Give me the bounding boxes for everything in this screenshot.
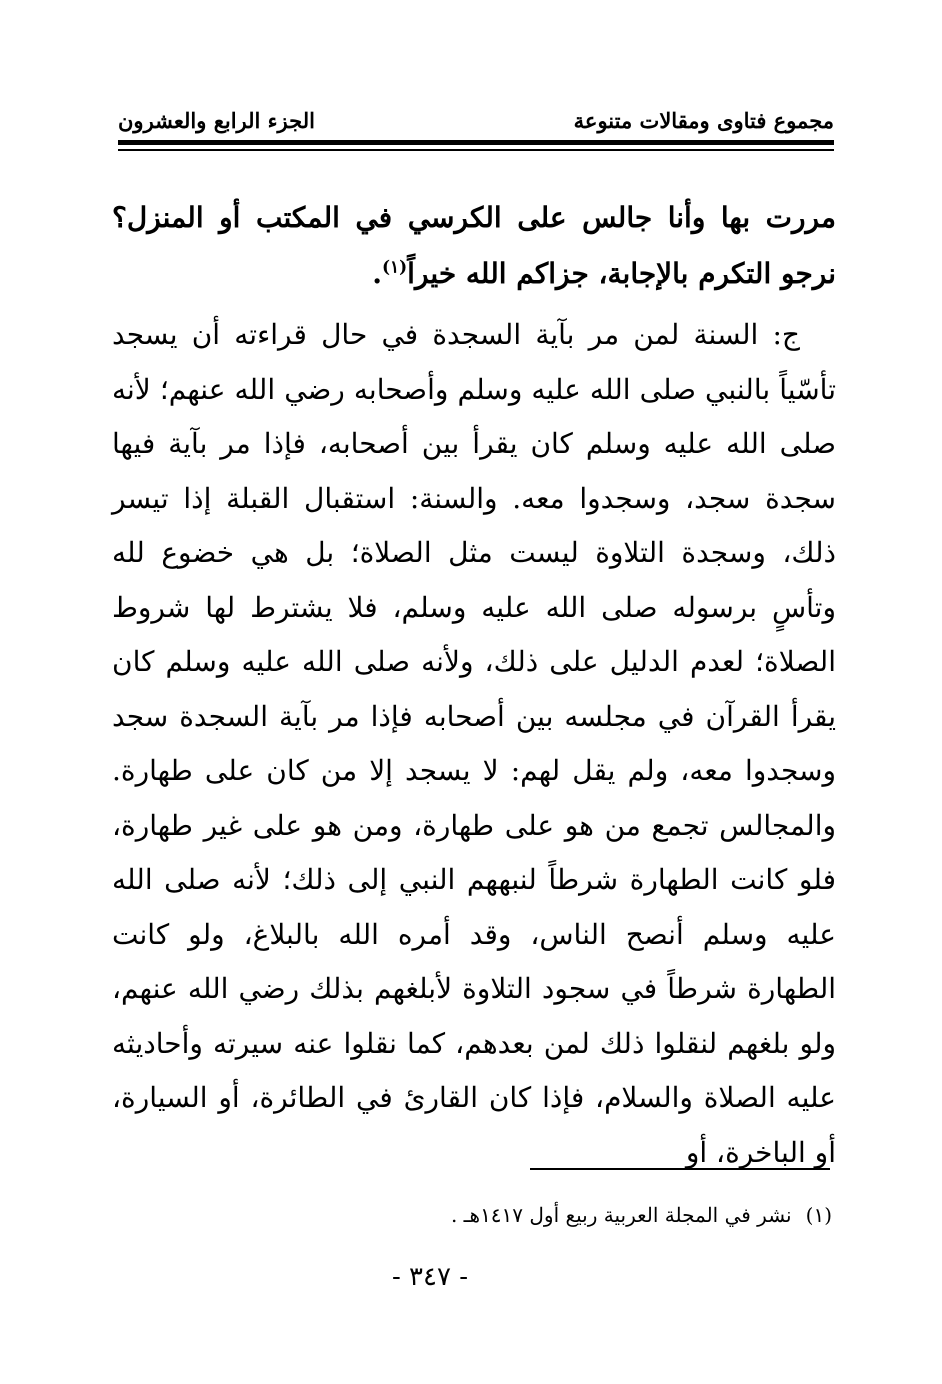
footnote-text: نشر في المجلة العربية ربيع أول ١٤١٧هـ . bbox=[450, 1203, 792, 1227]
volume-label: الجزء الرابع والعشرون bbox=[118, 108, 315, 133]
question-paragraph bbox=[112, 190, 836, 302]
footnote-number: (١) bbox=[805, 1203, 832, 1227]
running-header bbox=[118, 100, 834, 140]
book-title: مجموع فتاوى ومقالات متنوعة bbox=[573, 108, 834, 133]
question-text: مررت بها وأنا جالس على الكرسي في المكتب أو المنزل؟ نرجو التكرم بالإجابة، جزاكم الله خيراً bbox=[112, 201, 836, 290]
header-rule-thick bbox=[118, 140, 834, 145]
question-end-mark: . bbox=[372, 257, 382, 290]
main-text bbox=[112, 190, 836, 1180]
header-rule-thin bbox=[118, 149, 834, 151]
footnote bbox=[132, 1203, 832, 1227]
footnote-separator bbox=[530, 1168, 830, 1170]
page-number: - ٣٤٧ - bbox=[391, 1262, 469, 1292]
answer-paragraph: ج: السنة لمن مر بآية السجدة في حال قراءته أن يسجد تأسّياً بالنبي صلى الله عليه وسلم وأصحابه رضي الله عنهم؛ لأنه صلى الله عليه وسلم كان يقرأ بين أصحابه، فإذا مر بآية فيها سجدة سجد، وسجدوا معه. والسنة: استقبال القبلة إذا تيسر ذلك، وسجدة التلاوة ليست مثل الصلاة؛ بل هي خضوع لله وتأسٍ برسوله صلى الله عليه وسلم، فلا يشترط لها شروط الصلاة؛ لعدم الدليل على ذلك، ولأنه صلى الله عليه وسلم كان يقرأ القرآن في مجلسه بين أصحابه فإذا مر بآية السجدة سجد وسجدوا معه، ولم يقل لهم: لا يسجد إلا من كان على طهارة. والمجالس تجمع من هو على طهارة، ومن هو على غير طهارة، فلو كانت الطهارة شرطاً لنبههم النبي إلى ذلك؛ لأنه صلى الله عليه وسلم أنصح الناس، وقد أمره الله بالبلاغ، ولو كانت الطهارة شرطاً في سجود التلاوة لأبلغهم بذلك رضي الله عنهم، ولو بلغهم لنقلوا ذلك لمن بعدهم، كما نقلوا عنه سيرته وأحاديثه عليه الصلاة والسلام، فإذا كان القارئ في الطائرة، أو السيارة، أو الباخرة، أو bbox=[112, 318, 836, 1169]
footnote-reference: (١) bbox=[381, 257, 408, 278]
